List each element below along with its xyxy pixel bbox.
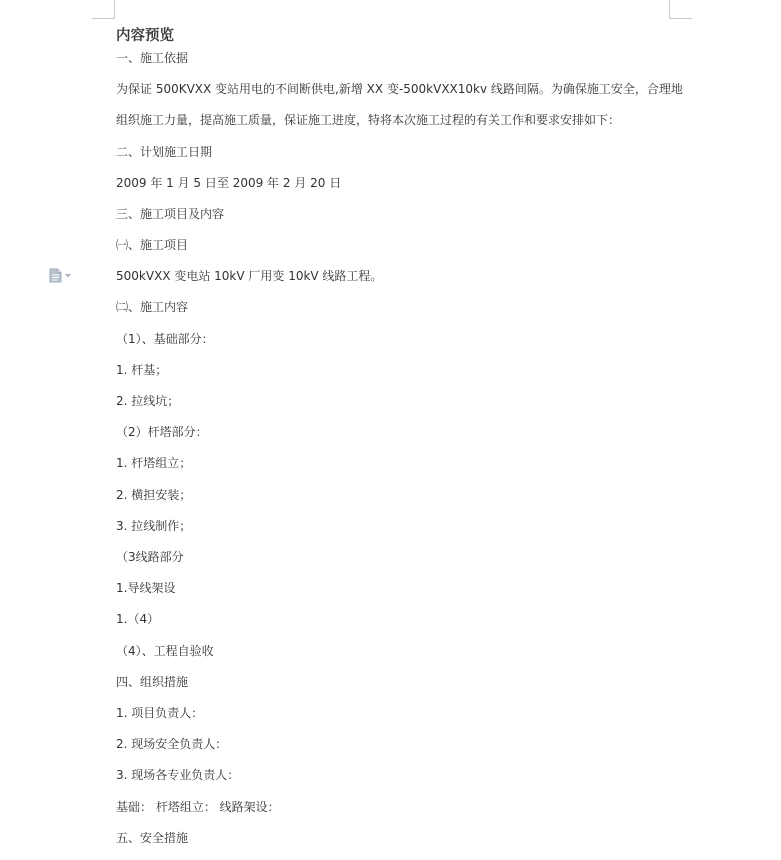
chevron-down-icon <box>65 274 71 278</box>
heading-safety: 五、安全措施 <box>116 831 189 845</box>
list-item: 1. 项目负责人： <box>116 706 204 720</box>
paragraph-purpose-line-1: 为保证 500KVXX 变站用电的不间断供电,新增 XX 变-500kVXX10kv 线路间隔。为确保施工安全，合理地 <box>116 82 683 96</box>
paragraph-marker[interactable] <box>49 268 71 283</box>
paragraph-project-name: 500kVXX 变电站 10kV 厂用变 10kV 线路工程。 <box>116 269 383 283</box>
paragraph-purpose-line-2: 组织施工力量，提高施工质量，保证施工进度，特将本次施工过程的有关工作和要求安排如下： <box>116 113 621 127</box>
list-heading-tower: （2）杆塔部分： <box>116 425 208 439</box>
page-corner-top-right <box>669 0 692 19</box>
list-heading-acceptance: （4）、工程自验收 <box>116 644 214 658</box>
list-item: 1. 杆基； <box>116 363 168 377</box>
list-item: 2. 拉线坑； <box>116 394 180 408</box>
paragraph-date-range: 2009 年 1 月 5 日至 2009 年 2 月 20 日 <box>116 176 342 190</box>
list-item: 1.（4） <box>116 612 160 626</box>
heading-organization: 四、组织措施 <box>116 675 189 689</box>
list-heading-line: （3线路部分 <box>116 550 184 564</box>
list-item: 1.导线架设 <box>116 581 176 595</box>
subheading-construction-items: ㈠、施工项目 <box>116 238 189 252</box>
document-icon <box>49 268 62 283</box>
list-item: 2. 横担安装； <box>116 488 192 502</box>
heading-construction-basis: 一、施工依据 <box>116 51 189 65</box>
heading-project-content: 三、施工项目及内容 <box>116 207 225 221</box>
list-item: 3. 现场各专业负责人： <box>116 768 240 782</box>
list-item: 2. 现场安全负责人： <box>116 737 228 751</box>
list-item: 3. 拉线制作； <box>116 519 192 533</box>
paragraph-responsibilities: 基础： 杆塔组立： 线路架设： <box>116 800 280 814</box>
subheading-construction-content: ㈡、施工内容 <box>116 300 189 314</box>
heading-planned-date: 二、计划施工日期 <box>116 145 213 159</box>
page-title: 内容预览 <box>116 28 174 44</box>
list-heading-foundation: （1）、基础部分： <box>116 332 214 346</box>
page-corner-top-left <box>92 0 115 19</box>
list-item: 1. 杆塔组立； <box>116 456 192 470</box>
